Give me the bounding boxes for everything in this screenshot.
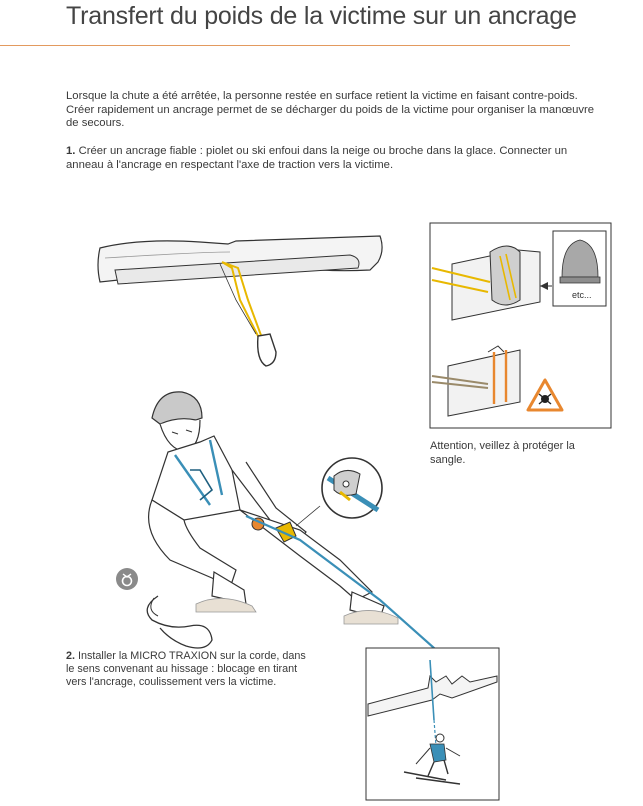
etc-label: etc...	[572, 290, 592, 300]
step-2-paragraph	[66, 650, 316, 689]
intro-paragraph: Lorsque la chute a été arrêtée, la personne restée en surface retient la victime en faisant contre-poids. Créer rapidement un ancrage permet de se décharger du poids de la victime pour organiser la manœuvre de secours.	[66, 90, 595, 129]
crevasse-detail-box	[366, 648, 499, 800]
step-2-number: 2.	[66, 650, 76, 662]
ski-anchor-illustration	[98, 236, 382, 366]
step-1-text: Créer un ancrage fiable : piolet ou ski enfoui dans la neige ou broche dans la glace. Connecter un anneau à l'ancrage en respectant l'axe de traction vers la victime.	[66, 145, 568, 171]
attention-note: Attention, veillez à protéger la sangle.	[430, 440, 575, 466]
traxion-zoom-detail	[296, 458, 382, 526]
page-title: Transfert du poids de la victime sur un ancrage	[66, 2, 577, 30]
sling-detail-box	[430, 223, 611, 428]
rescuer-illustration	[149, 392, 470, 680]
step-2-text: Installer la MICRO TRAXION sur la corde, dans le sens convenant au hissage : blocage en tirant vers l'ancrage, coulissement vers la victime.	[66, 650, 306, 688]
step-1-number: 1.	[66, 145, 76, 157]
